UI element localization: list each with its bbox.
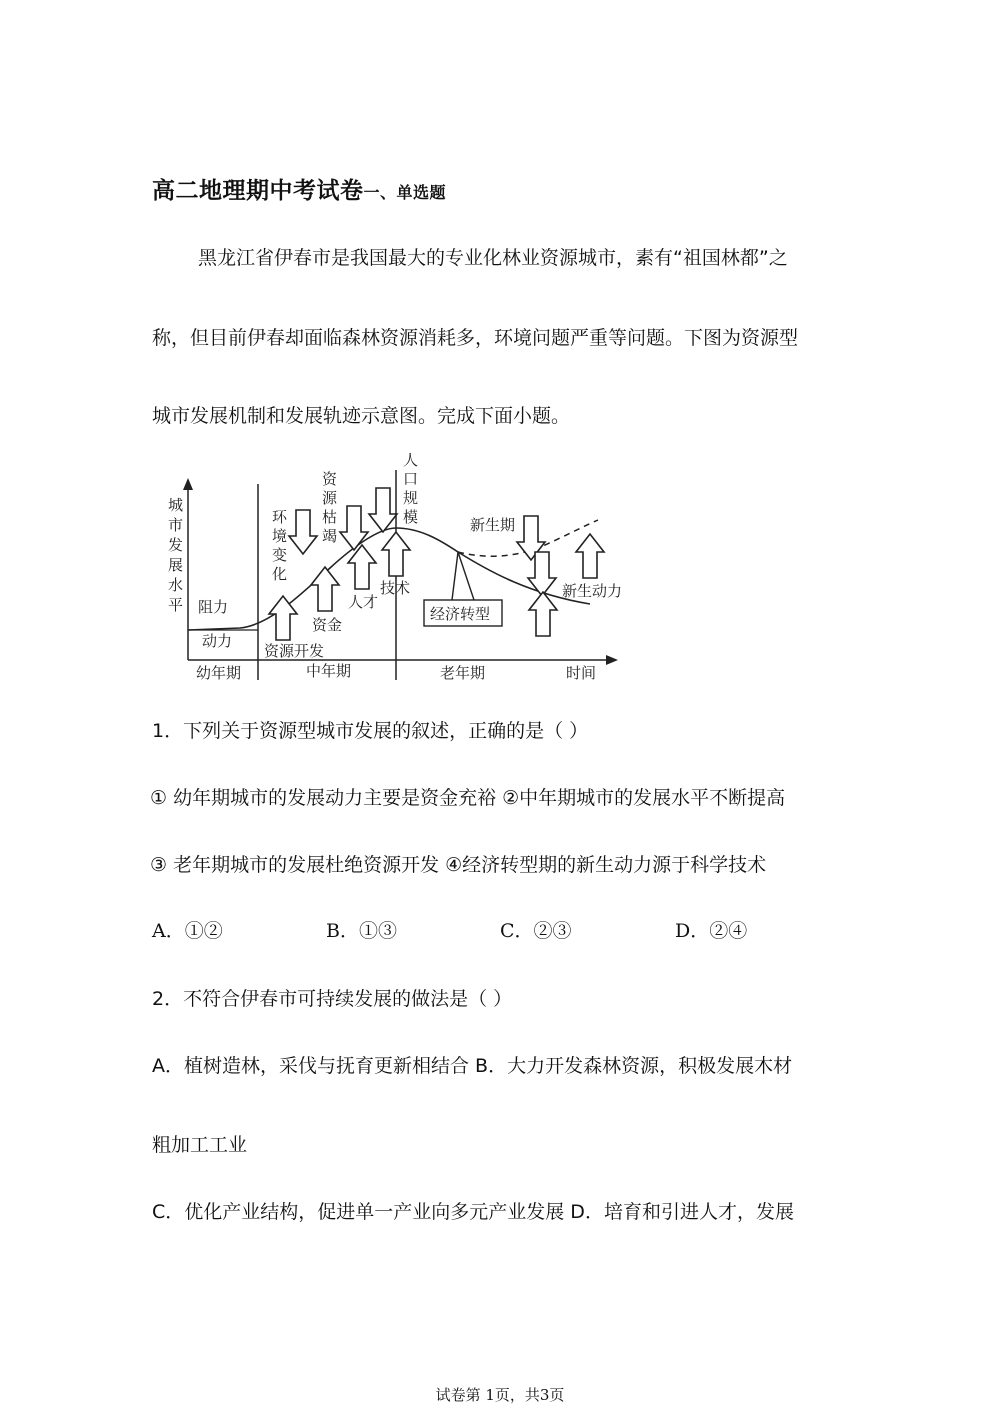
q2-options-ab: A．植树造林，采伐与抚育更新相结合 B．大力开发森林资源，积极发展木材 <box>152 1055 793 1077</box>
label-time: 时间 <box>566 664 597 682</box>
svg-text:枯: 枯 <box>322 508 338 526</box>
q1-option-c: C．②③ <box>500 920 572 942</box>
svg-text:模: 模 <box>403 508 419 526</box>
resource-city-figure <box>150 446 640 686</box>
intro-line-2: 称，但目前伊春却面临森林资源消耗多，环境问题严重等问题。下图为资源型 <box>152 327 799 349</box>
population-arrow-down <box>369 488 397 532</box>
label-resource-dev: 资源开发 <box>264 642 325 660</box>
svg-text:环: 环 <box>272 508 288 526</box>
resource-dev-arrow <box>269 596 297 640</box>
q1-option-d: D．②④ <box>675 920 748 942</box>
intro-line-1: 黑龙江省伊春市是我国最大的专业化林业资源城市，素有“祖国林都”之 <box>198 247 788 269</box>
label-resource-exhaust <box>322 470 338 545</box>
new-power-arrow-up-right <box>576 534 604 578</box>
svg-text:市: 市 <box>168 516 184 534</box>
svg-text:口: 口 <box>403 470 419 488</box>
q1-stem: 1．下列关于资源型城市发展的叙述，正确的是（ ） <box>152 720 589 742</box>
label-resistance: 阻力 <box>198 598 229 616</box>
svg-text:规: 规 <box>403 489 419 507</box>
q2-options-cd: C．优化产业结构，促进单一产业向多元产业发展 D．培育和引进人才，发展 <box>152 1201 794 1223</box>
label-stage-3: 老年期 <box>440 664 486 682</box>
svg-text:化: 化 <box>272 565 288 583</box>
technology-arrow <box>382 532 410 576</box>
svg-text:发: 发 <box>168 536 184 554</box>
y-axis-label <box>168 496 183 614</box>
label-new-power: 新生动力 <box>562 582 623 600</box>
section-heading: 一、单选题 <box>363 183 447 202</box>
label-env-change <box>272 508 288 583</box>
talent-arrow <box>348 545 376 589</box>
svg-text:源: 源 <box>322 489 338 507</box>
intro-line-3: 城市发展机制和发展轨迹示意图。完成下面小题。 <box>152 405 571 427</box>
label-econ-transform: 经济转型 <box>430 605 491 623</box>
label-technology: 技术 <box>380 579 411 597</box>
q2-stem: 2．不符合伊春市可持续发展的做法是（ ） <box>152 988 513 1010</box>
svg-text:变: 变 <box>272 546 288 564</box>
svg-text:平: 平 <box>168 596 184 614</box>
q1-statements-a: ① 幼年期城市的发展动力主要是资金充裕 ②中年期城市的发展水平不断提高 <box>150 787 786 809</box>
svg-text:境: 境 <box>272 527 288 545</box>
q1-statements-b: ③ 老年期城市的发展杜绝资源开发 ④经济转型期的新生动力源于科学技术 <box>150 854 767 876</box>
new-power-arrow-up <box>529 592 557 636</box>
label-power: 动力 <box>202 632 233 650</box>
svg-text:竭: 竭 <box>322 527 338 545</box>
svg-text:城: 城 <box>168 496 184 514</box>
page-footer: 试卷第 1页，共3页 <box>435 1386 565 1404</box>
svg-text:资: 资 <box>322 470 338 488</box>
resource-exhaust-arrow <box>340 506 368 550</box>
label-talent: 人才 <box>348 593 379 611</box>
label-new-birth: 新生期 <box>470 516 516 534</box>
q2-options-ab-cont: 粗加工工业 <box>152 1134 248 1156</box>
capital-arrow <box>311 567 339 611</box>
label-stage-1: 幼年期 <box>196 664 242 682</box>
env-change-arrow <box>289 510 317 554</box>
q1-option-b: B．①③ <box>326 920 397 942</box>
svg-text:水: 水 <box>168 576 184 594</box>
q1-option-a: A．①② <box>152 920 223 942</box>
svg-text:展: 展 <box>168 556 184 574</box>
svg-text:人: 人 <box>403 451 419 469</box>
page-title: 高二地理期中考试卷一、单选题 <box>152 178 447 204</box>
label-stage-2: 中年期 <box>306 662 352 680</box>
label-capital: 资金 <box>312 616 343 634</box>
label-population <box>403 451 418 526</box>
